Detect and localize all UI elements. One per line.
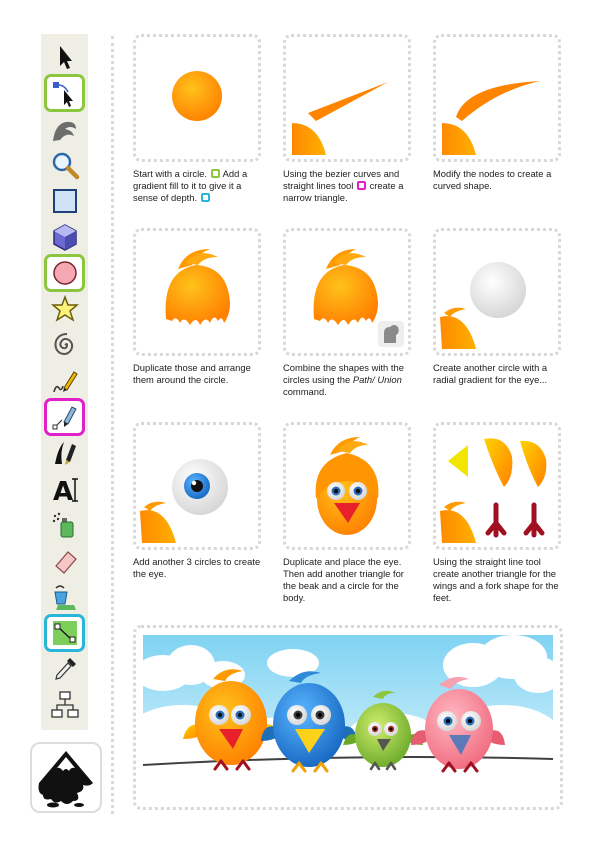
dropper-tool[interactable] <box>44 650 85 688</box>
magnifier-icon <box>50 150 80 180</box>
curved-shape-illustration <box>436 37 558 159</box>
bezier-tool[interactable] <box>44 398 85 436</box>
step-1-image <box>133 34 261 162</box>
step-3-image <box>433 34 561 162</box>
selector-tool[interactable] <box>44 38 85 76</box>
bezier-pen-icon <box>50 402 80 432</box>
tweak-wave-icon <box>50 114 80 144</box>
step-5-text-a: Combine the shapes with the circles using the <box>283 362 404 385</box>
step-5-image <box>283 228 411 356</box>
step-5-caption <box>283 362 418 398</box>
spray-tool[interactable] <box>44 506 85 544</box>
step-7-caption <box>133 556 268 580</box>
step-2-image <box>283 34 411 162</box>
step-7-text: Add another 3 circles to create the eye. <box>133 556 261 579</box>
text-tool[interactable] <box>44 470 85 508</box>
step-4-image <box>133 228 261 356</box>
paint-bucket-icon <box>50 582 80 612</box>
zoom-tool[interactable] <box>44 146 85 184</box>
step-1-caption <box>133 168 268 204</box>
pencil-icon <box>50 366 80 396</box>
gradient-circle-illustration <box>136 37 258 159</box>
inkscape-logo-icon <box>35 747 97 809</box>
step-2-text-b: create a narrow triangle. <box>283 180 404 203</box>
inkscape-toolbox <box>41 34 88 730</box>
eraser-icon <box>50 546 80 576</box>
step-7-image <box>133 422 261 550</box>
pencil-tool[interactable] <box>44 362 85 400</box>
dropper-icon <box>50 654 80 684</box>
feathers-around-circle-illustration <box>136 231 258 353</box>
final-birds-illustration <box>133 625 563 810</box>
rectangle-tool[interactable] <box>44 182 85 220</box>
column-divider <box>111 36 114 814</box>
step-9-image <box>433 422 561 550</box>
circle-icon <box>50 258 80 288</box>
inkscape-logo <box>30 742 102 813</box>
connector-icon <box>50 690 80 720</box>
bezier-tool-marker <box>357 181 366 190</box>
step-9-text: Using the straight line tool create another triangle for the wings and a fork shape for the feet. <box>433 556 559 603</box>
connector-tool[interactable] <box>44 686 85 724</box>
cube-icon <box>50 222 80 252</box>
gradient-tool-marker <box>201 193 210 202</box>
step-3-text: Modify the nodes to create a curved shape. <box>433 168 552 191</box>
step-2-text-a: Using the bezier curves and straight lines tool <box>283 168 400 191</box>
step-8-caption <box>283 556 418 604</box>
star-tool[interactable] <box>44 290 85 328</box>
union-shapes-illustration <box>286 231 408 353</box>
gradient-tool[interactable] <box>44 614 85 652</box>
step-6-caption <box>433 362 568 386</box>
circle-tool-marker <box>211 169 220 178</box>
node-edit-icon <box>50 78 80 108</box>
step-6-text: Create another circle with a radial gradient for the eye... <box>433 362 548 385</box>
step-9-caption <box>433 556 568 604</box>
spiral-tool[interactable] <box>44 326 85 364</box>
step-1-text-b: Add a gradient fill to it to give it a sense of depth. <box>133 168 248 203</box>
step-5-text-b: command. <box>283 386 327 397</box>
eye-circle-illustration <box>436 231 558 353</box>
step-4-text: Duplicate those and arrange them around the circle. <box>133 362 251 385</box>
circle-tool[interactable] <box>44 254 85 292</box>
step-6-image <box>433 228 561 356</box>
step-2-caption <box>283 168 418 204</box>
box3d-tool[interactable] <box>44 218 85 256</box>
calligraphy-icon <box>50 438 80 468</box>
rectangle-icon <box>50 186 80 216</box>
star-icon <box>50 294 80 324</box>
step-8-text: Duplicate and place the eye. Then add another triangle for the beak and a circle for the body. <box>283 556 404 603</box>
eraser-tool[interactable] <box>44 542 85 580</box>
finished-eye-illustration <box>136 425 258 547</box>
tweak-tool[interactable] <box>44 110 85 148</box>
spray-icon <box>50 510 80 540</box>
paint-bucket-tool[interactable] <box>44 578 85 616</box>
step-8-image <box>283 422 411 550</box>
spiral-icon <box>50 330 80 360</box>
text-icon <box>50 474 80 504</box>
arrow-select-icon <box>50 42 80 72</box>
node-tool[interactable] <box>44 74 85 112</box>
narrow-triangle-illustration <box>286 37 408 159</box>
wings-and-feet-illustration <box>436 425 558 547</box>
calligraphy-tool[interactable] <box>44 434 85 472</box>
step-5-command: Path/ Union <box>352 374 402 385</box>
step-1-text-a: Start with a circle. <box>133 168 210 179</box>
bird-head-illustration <box>286 425 408 547</box>
step-4-caption <box>133 362 268 386</box>
step-3-caption <box>433 168 568 192</box>
gradient-icon <box>50 618 80 648</box>
birds-on-wire-scene <box>143 635 553 801</box>
text-tool-glyph: A <box>52 477 73 504</box>
